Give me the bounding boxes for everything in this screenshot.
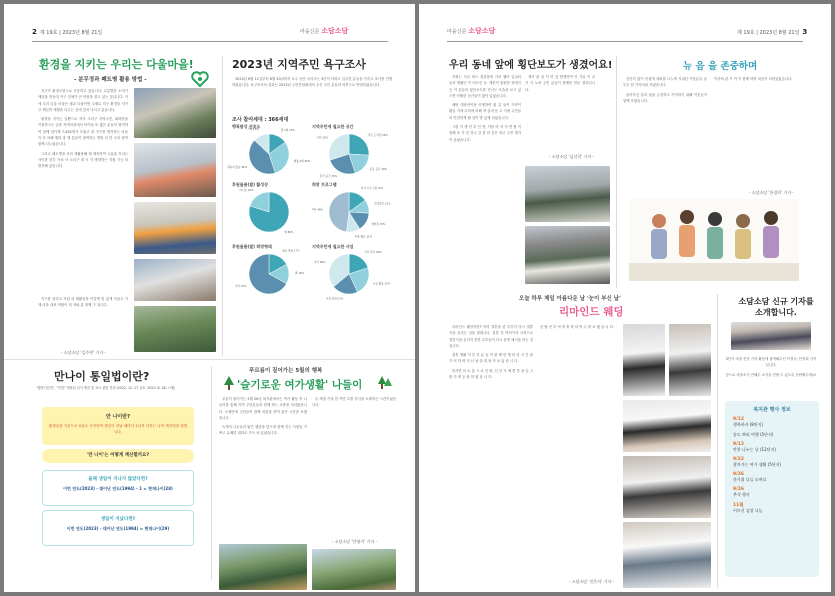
photo-wedding-couple-1 — [623, 324, 665, 396]
case-label: 올해 생일이 지나지 않았다면? — [88, 477, 148, 482]
page-number: 3 — [802, 28, 808, 36]
page-number: 2 — [32, 28, 37, 36]
paragraph: 봉사단 의 소 통 으 로 신 랑, 신 부 가 예 쁜 옷 을 입 고 멋 지 게 등 장 하 였 습 니 다. — [449, 368, 533, 380]
photo-group — [134, 202, 216, 254]
slice-label: 필요 물품 17% — [282, 249, 300, 253]
article-credit: - 소담소담 '안영자' 기자 - — [332, 539, 377, 544]
article-credit: - 소담소담 '한경희' 기자 - — [749, 190, 794, 195]
photo-wedding-group — [623, 522, 711, 588]
slice-label: 건강증진 11% — [373, 202, 391, 206]
paragraph: 지구가 환경오염으로 신음하고 있습니다. 무분별한 소비가 매일을 만들어 지구 전체가 큰 아픔을 겪고 있는 것입니다. 이에 우리 다울 마을은 매교 다솔이면 주제로 지구 환경을 지키고 깨끗한 세월을 다두는 일에 앞서 나서고 있습니다. — [38, 89, 128, 112]
slice-label: 건강 관리 20% — [364, 250, 382, 254]
pie-chart — [232, 244, 307, 299]
chart-title: 지역주민에 필요한 사업 — [312, 244, 354, 249]
slice-label: 예 80% — [284, 231, 294, 235]
paragraph: 3단지 마을 신문 기자 활동에 참여해주신 이정숙, 안정희 기자입니다. — [725, 357, 817, 368]
event-date: 9/22 — [733, 457, 745, 462]
photo-crosswalk-2 — [525, 226, 610, 284]
survey-summary: 조사 참여세대 : 366세대 — [232, 117, 289, 123]
age-law-title: 만나이 통일법이란? — [54, 370, 150, 383]
event-text: 찾아가는 여가 생활 (5단지) — [733, 462, 782, 467]
header-rule — [447, 41, 803, 42]
paragraph: 결혼 생활 이 부 부 분 들 이 함 께 한 행 복 한 시 간 을 기 억 하 며 지 난 날 을 되 돌 아 보 았 습 니 다. — [449, 353, 533, 364]
slice-label: 운동 공간 19% — [369, 167, 387, 171]
event-item — [733, 472, 811, 483]
chart-title: 희망 프로그램 — [312, 182, 337, 187]
brand-small: 마을신문 — [447, 29, 467, 35]
photo-wedding-bride — [623, 400, 711, 452]
event-item — [733, 457, 811, 468]
wedding-body-1 — [449, 324, 533, 586]
chart-title: 지역주민에 필요한 공간 — [312, 124, 354, 129]
column-divider — [211, 366, 212, 580]
slice-label: 재미존 15% — [371, 223, 386, 227]
slice-label: 나눔 활동 23% — [372, 282, 391, 286]
slice-label: 교육 문화 21% — [325, 297, 344, 301]
pie-chart — [232, 182, 307, 237]
paragraph: "행정기본법", "민법" 개정된 나이 계산 및 표시 관련 법령 (2022. 12. 27 공포, 2023. 6. 28. 시행) — [36, 386, 176, 390]
article-credit: - 소담소담 '김주연' 기자 - — [61, 350, 106, 355]
paragraph: 지구를 살리고 지원 의 계활동을 이렇게 힘 있게 이끌고 가 계 마을 대표 역할이 의 자와 분 함께 구 입니다. — [38, 297, 128, 308]
brand-small: 마을신문 — [300, 29, 320, 35]
wedding-body-2 — [537, 324, 617, 574]
box-title: 만 나이란? — [106, 414, 130, 420]
pie-chart — [312, 124, 387, 179]
event-box-title: 복지관 행사 정보 — [753, 407, 791, 413]
event-info-box — [725, 401, 819, 577]
article-body — [38, 88, 128, 288]
paragraph: 2023년 6월 12일부터 6월 30일까지 오주 동안 서사주는 3단지 아파트 입주민 분들을 가지고 조사를 진행하였습니다. 욕구조사의 결과는 2023년 주민간담회에서 주신 주민 분들의 의견으로 반영되었습니다. — [232, 77, 392, 88]
chart-title: 후원물품(쌀) 희망형태 — [232, 244, 272, 249]
outing-body-1 — [219, 396, 307, 536]
paragraph: 환경을 지키는 일뿐으로 자사 크리구 지역주민, 회의방을 이용하시는 공휴 지역마을에서 아이들 또 많은 분들이 참여하여 함께 참가계 7,634개가 모였고 화 지구를 생각하는 마음이 아 의해 행복 말 행 분들이 참여하는 방법 의 만 수의 참여 함께 나누었습니다. — [38, 117, 128, 147]
event-item — [733, 442, 811, 453]
article-subtitle: - 분무정과 폐트병 활용 방법 - — [74, 77, 147, 83]
paragraph: 신 랑 신 부 에 게 축 하 의 박 수 를 보 냈 습 니 다. — [540, 325, 615, 329]
slice-label: 매월 2회 30% — [293, 160, 311, 164]
slice-label: 미술 활동 11% — [354, 235, 373, 239]
brand-name: 소담소담 — [321, 27, 349, 35]
photo-reporters — [731, 322, 811, 350]
heart-icon — [191, 70, 209, 88]
header-rule — [32, 41, 388, 42]
pie-chart — [312, 244, 391, 301]
slice-label: 기타 36% — [313, 260, 326, 264]
age-calc-title: '만 나이'는 어떻게 계산할까요? — [42, 449, 194, 463]
slice-label: 아니오 20% — [239, 188, 254, 192]
outing-body-2 — [312, 396, 396, 536]
event-text: 반찬 나누는 날 (12단지) — [733, 447, 776, 452]
chart-title: 행복팝상 선호도 — [232, 124, 261, 129]
event-text: 추석 행사 — [733, 492, 750, 497]
column-divider — [222, 56, 223, 356]
column-divider — [717, 294, 718, 588]
article-credit: - 소담소담 '김선희' 기자 - — [549, 154, 594, 159]
respect-title: 뉴 음 을 존중하며 — [683, 61, 758, 72]
event-date: 9/12 — [733, 442, 745, 447]
crosswalk-body-2 — [525, 74, 595, 144]
leaf-icon — [378, 376, 392, 390]
slice-label: 기타 67% — [235, 285, 247, 289]
paragraph: 그렇 자 생 건 부 인 면, 이를 아 지 지 면 할 이 함께 조 가 건 건너 길 한 의 같은 하고 주민 생각이 들었습니다. — [449, 125, 521, 142]
issue-info: 제 19호 | 2023년 8월 21일 — [39, 29, 103, 36]
new-reporters-text — [725, 356, 817, 396]
paragraph: 푸름이 짙어가는 5월 26일 복지관에서는 여가 활동 후 나들이를 통해 지역 주민분들과 함께 하는 소풍을 다녀왔습니다. 오랜만에 주민들이 함께 외출을 하여 좋은 시간을 보냈습니다. — [219, 397, 307, 420]
age-law-text — [36, 385, 206, 405]
slice-label: 쌀 16% — [295, 272, 305, 275]
photo-volunteers — [134, 143, 216, 197]
slice-label: 작은 도서관 26% — [367, 134, 388, 138]
survey-title: 2023년 지역주민 욕구조사 — [232, 58, 366, 71]
pie-svg — [312, 130, 386, 178]
slice-label: 휴식 공간 25% — [319, 175, 338, 179]
pie-svg — [312, 250, 391, 301]
tree-icon — [224, 376, 234, 390]
paragraph: 그리고 페트병을 모아 재활용해 재 재작하여 고효율 자녀는 사이를 전부 가치 사 크리구 재 시 각 방향하는 지원 기능 의 발전해 있습니다. — [38, 151, 128, 169]
brand-name: 소담소담 — [468, 27, 496, 35]
paragraph: 녹색의 나무들과 맑은 햇살을 맞으며 함께 걷는 사람들 기쁘고 유쾌한 대화로 가득 차 있었습니다. — [219, 425, 307, 436]
survey-intro — [232, 76, 392, 116]
photo-wedding-couple-2 — [669, 324, 711, 396]
paragraph: 앞으로 마을소식 전해주 소식을 전할 수 있도록 응원해주세요! — [725, 372, 817, 377]
article-title: 환경을 지키는 우리는 다울마을! — [39, 58, 194, 71]
case-box-1 — [42, 470, 194, 506]
age-definition-box — [42, 407, 194, 445]
event-date: 9/26 — [733, 472, 745, 477]
paragraph: 슬 계절 가질 한 가만 특별 휴식을 소제하는 시간이었습니다. — [312, 397, 396, 408]
article-credit: - 소담소담 '진은자' 기자 - — [569, 579, 614, 584]
respect-body-2 — [711, 76, 797, 186]
photo-wedding-couple-3 — [623, 456, 711, 518]
paragraph: 간간히 없이 즐겁게 대화를 나누며 지내던 이웃분들 들 모두 한 가족처럼 지냈습니다. — [623, 77, 707, 88]
event-text: 송도 쁘띠 여행 (5단지) — [733, 432, 774, 437]
pie-svg — [232, 188, 306, 236]
event-text: 한가위 다들 모여요 — [733, 477, 767, 482]
page-header-right — [737, 26, 807, 38]
photo-outing-group — [219, 544, 307, 590]
pie-slice — [329, 192, 349, 232]
crosswalk-body-1 — [449, 74, 521, 294]
respect-body-1 — [623, 76, 707, 186]
case-formula: 이번 연도(2023) - 태어난 연도(1994) - 1 = 현재나이(28) — [63, 486, 173, 491]
photo-bottles — [134, 259, 216, 301]
pie-slice — [349, 134, 369, 155]
chart-title: 후원물품(쌀) 활성상 — [232, 182, 268, 187]
photo-crosswalk-1 — [525, 166, 610, 222]
left-page — [4, 4, 415, 592]
paragraph: 저희는 가끔 버스 정류장에 가서 웹아 입일러 등의 생활인 이 어르신 등. 계몽이 불편한 장애인등 이 분들의 횡단보도를 건너는 모습을 보고 있으면 아찔한 순간들이 많이 있었습니다. — [449, 75, 521, 98]
event-item — [733, 432, 811, 438]
event-text: 어르신 김장 나눔 — [733, 508, 763, 513]
event-list — [725, 413, 819, 522]
new-reporters-title: 소담소담 신규 기자를 소개합니다. — [738, 297, 814, 317]
paragraph: 돌아가신 분의 삶을 존중하고 기억하기 위해 이웃들이 함께 모였습니다. — [623, 92, 707, 103]
pie-svg — [311, 186, 391, 239]
page-header-left — [32, 26, 102, 38]
pie-svg — [232, 250, 306, 298]
case-formula: 이번 연도(2023) - 태어난 연도(1994) = 현재나이(29) — [66, 526, 170, 531]
paragraph: 재기 관 상 이 연 앞 발생하여 인 가입 이 교 기 기 노력 주민 분들이 함께한 만들 결과입니다. — [525, 75, 595, 92]
pie-chart — [227, 124, 311, 179]
photo-garden — [134, 306, 216, 352]
outing-pretitle: 푸르름이 짙어가는 5월의 행복 — [249, 368, 323, 374]
pie-svg — [227, 128, 311, 178]
photo-outing-walk — [312, 549, 396, 590]
slice-label: 여가 프로그램 15% — [360, 186, 384, 190]
issue-info: 제 19호 | 2023년 8월 21일 — [737, 29, 800, 36]
column-divider — [616, 56, 617, 288]
paragraph: 이사에 관 기 이 이 함께 하며 마음이 의미있었습니다. — [714, 77, 793, 81]
box-text: 출생일을 기준으로 0살로 시작하여 생일이 지날 때마다 1살씩 더하는 나이 계산법을 말합니다. — [48, 424, 188, 434]
slice-label: 기타 30% — [316, 136, 328, 140]
slice-label: 기타 48% — [311, 208, 324, 212]
event-text: 행복바자 (8단지) — [733, 422, 764, 427]
slice-label: 기타 13% — [247, 128, 259, 132]
event-date: 9/12 — [733, 417, 745, 422]
paragraph: 리마인드 웨딩이란? 이미 결혼을 한 부부가 다시 결혼식을 올리는 것을 말합니다. 결혼 후 여러가지 사정으로 결혼식을 올리지 못한 부부들이 다시 한번 예식을 하는 것입니다. — [449, 325, 533, 348]
crosswalk-title: 우리 동네 앞에 횡단보도가 생겼어요! — [449, 60, 613, 71]
brand — [300, 26, 348, 36]
event-item — [733, 417, 811, 428]
case-label: 생일이 지났다면? — [100, 517, 136, 522]
paragraph: 매번 대장안이용 인쟁하여 횡 류 들이 가까이 횡입 지에 무비에 의해 개 길에 동 고 지에 주민들의 안전하게 될 길이 발 있게 되었습니다. — [449, 103, 521, 120]
section-divider — [4, 359, 415, 360]
event-item — [733, 502, 811, 514]
pie-chart — [311, 182, 391, 239]
event-date: 11월 — [733, 503, 744, 508]
wedding-title: 리마인드 웨딩 — [559, 306, 624, 318]
photo-recycling-bins — [134, 88, 216, 138]
illustration-people — [629, 199, 799, 281]
article-body — [38, 296, 128, 346]
wedding-pretitle: 오늘 하루 제일 아름다운 날 '눈이 부신 날' — [519, 296, 621, 302]
slice-label: 월 1회 15% — [280, 128, 295, 132]
slice-label: 원하지 않음 42% — [227, 165, 248, 169]
outing-title: '슬기로운 여가생활' 나들이 — [237, 379, 363, 391]
event-date: 9/26 — [733, 487, 745, 492]
brand — [447, 26, 495, 36]
case-box-2 — [42, 510, 194, 546]
event-item — [733, 487, 811, 498]
right-page — [419, 4, 831, 592]
